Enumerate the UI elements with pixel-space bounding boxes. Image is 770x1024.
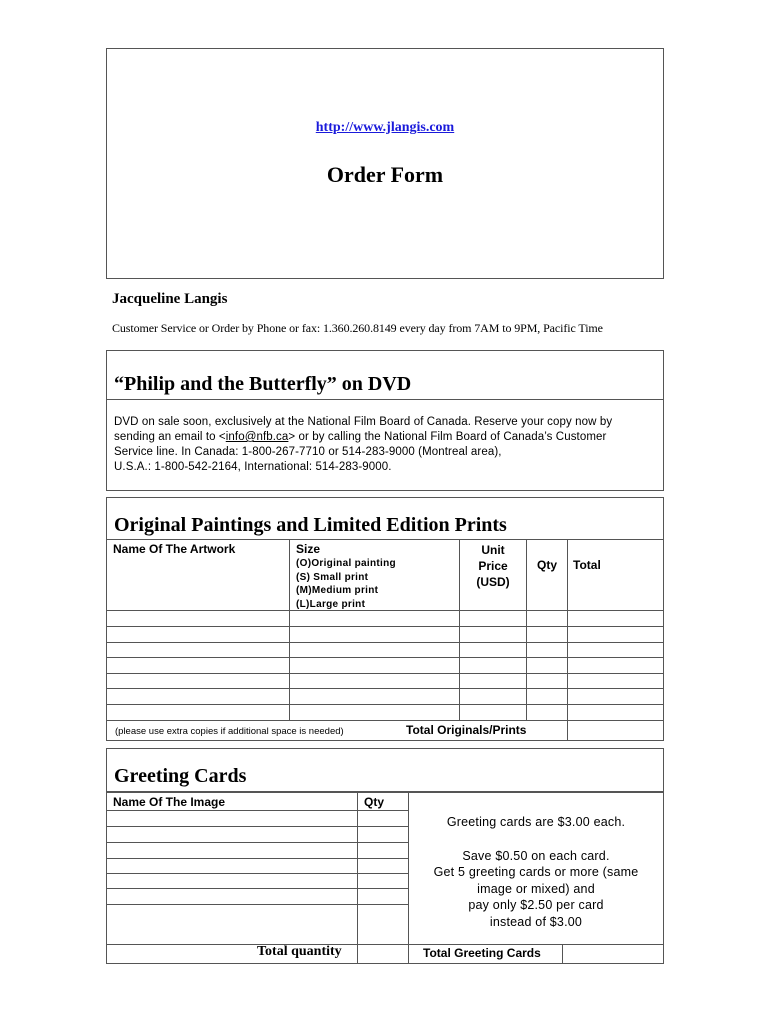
size-option: (M)Medium print bbox=[296, 585, 379, 596]
pricing-line: pay only $2.50 per card bbox=[468, 898, 604, 912]
col-header-qty: Qty bbox=[536, 558, 557, 572]
table-row[interactable] bbox=[106, 610, 664, 611]
pricing-line: instead of $3.00 bbox=[489, 914, 583, 929]
pricing-line: Greeting cards are $3.00 each. bbox=[446, 815, 626, 829]
table-row[interactable] bbox=[106, 657, 664, 658]
table-row[interactable] bbox=[106, 826, 408, 827]
dvd-line: U.S.A.: 1-800-542-2164, International: 514-283-9000. bbox=[114, 461, 392, 473]
grid-line bbox=[567, 539, 568, 740]
pricing-spacer bbox=[410, 831, 662, 848]
table-row[interactable] bbox=[106, 873, 408, 874]
grid-line bbox=[408, 792, 409, 964]
table-row[interactable] bbox=[106, 673, 664, 674]
total-originals-label: Total Originals/Prints bbox=[406, 723, 527, 737]
total-quantity-label: Total quantity bbox=[257, 944, 342, 959]
total-greeting-cards-label: Total Greeting Cards bbox=[423, 946, 541, 960]
size-option: (S) Small print bbox=[296, 571, 369, 583]
table-row[interactable] bbox=[106, 642, 664, 643]
col-header-image: Name Of The Image bbox=[113, 795, 226, 809]
table-row[interactable] bbox=[106, 704, 664, 705]
greeting-title: Greeting Cards bbox=[114, 765, 247, 787]
total-quantity-field[interactable] bbox=[358, 945, 408, 963]
unit-price-line: (USD) bbox=[476, 575, 510, 589]
dvd-line: Service line. In Canada: 1-800-267-7710 or 514-283-9000 (Montreal area), bbox=[114, 446, 502, 458]
col-header-unit-price bbox=[460, 542, 526, 590]
size-option: (O)Original painting bbox=[296, 558, 396, 569]
form-title: Order Form bbox=[326, 162, 444, 187]
extra-copies-note: (please use extra copies if additional space is needed) bbox=[115, 726, 344, 737]
website-link[interactable]: http://www.jlangis.com bbox=[315, 120, 455, 135]
total-greeting-cards-field[interactable] bbox=[563, 945, 663, 963]
col-header-size: Size bbox=[296, 542, 321, 556]
unit-price-line: Price bbox=[478, 559, 508, 573]
grid-line bbox=[289, 539, 290, 720]
col-header-greeting-qty: Qty bbox=[364, 795, 385, 809]
size-options bbox=[296, 557, 396, 611]
pricing-line: Save $0.50 on each card. bbox=[462, 848, 610, 863]
col-header-artwork: Name Of The Artwork bbox=[113, 542, 236, 556]
divider bbox=[106, 539, 664, 540]
grid-line bbox=[459, 539, 460, 720]
email-link[interactable]: info@nfb.ca bbox=[225, 431, 289, 443]
table-row[interactable] bbox=[106, 810, 408, 811]
contact-line: Customer Service or Order by Phone or fax: 1.360.260.8149 every day from 7AM to 9PM, Pacific Time bbox=[112, 321, 603, 335]
pricing-line: image or mixed) and bbox=[477, 881, 595, 896]
pricing-line: Get 5 greeting cards or more (same bbox=[433, 865, 639, 879]
grid-line bbox=[357, 792, 358, 964]
size-option: (L)Large print bbox=[296, 598, 366, 610]
table-row[interactable] bbox=[106, 688, 664, 689]
dvd-description bbox=[114, 415, 654, 475]
paintings-title: Original Paintings and Limited Edition Prints bbox=[114, 514, 507, 536]
divider bbox=[106, 399, 664, 400]
dvd-line: DVD on sale soon, exclusively at the National Film Board of Canada. Reserve your copy now by bbox=[114, 416, 613, 428]
table-row[interactable] bbox=[106, 904, 408, 905]
table-row[interactable] bbox=[106, 842, 408, 843]
col-header-total: Total bbox=[573, 558, 601, 572]
greeting-pricing-info bbox=[410, 814, 662, 930]
table-row[interactable] bbox=[106, 626, 664, 627]
unit-price-line: Unit bbox=[481, 543, 505, 557]
table-row[interactable] bbox=[106, 858, 408, 859]
table-row[interactable] bbox=[106, 888, 408, 889]
artist-name: Jacqueline Langis bbox=[112, 291, 228, 307]
dvd-title: “Philip and the Butterfly” on DVD bbox=[114, 373, 412, 395]
total-originals-field[interactable] bbox=[568, 721, 663, 739]
dvd-text: > or by calling the National Film Board of Canada’s Customer bbox=[288, 431, 607, 443]
dvd-text: sending an email to < bbox=[114, 431, 226, 443]
grid-line bbox=[526, 539, 527, 720]
dvd-line bbox=[114, 430, 654, 445]
